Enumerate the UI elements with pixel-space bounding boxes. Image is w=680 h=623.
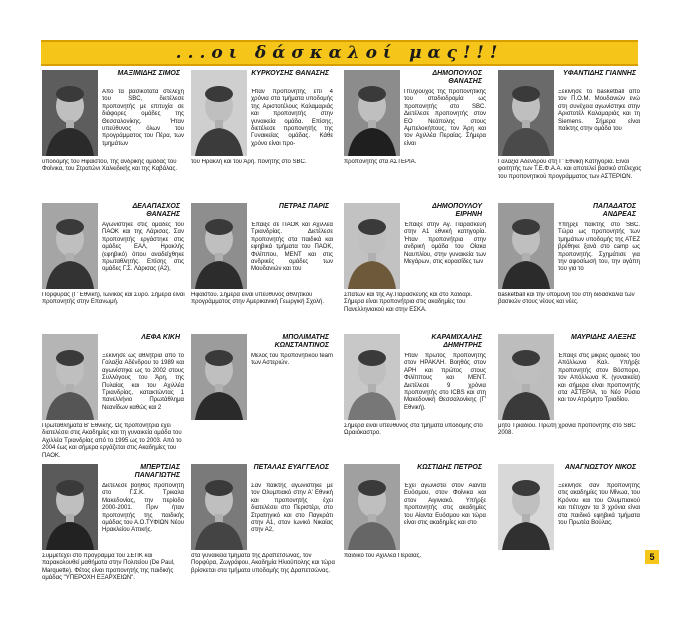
- coach-card: [191, 334, 341, 474]
- coach-name: ΚΩΣΤΙΔΗΣ ΠΕΤΡΟΣ: [417, 464, 482, 471]
- coach-bio-continued: Ηφαίστου. Σήμερα είναι υπεύθυνος αθλητικού προγράμματος στην Αμερικανική Γεωργική Σχολή.: [191, 292, 325, 306]
- coach-bio-continued: μητο Τριαδίου. Πρώτη χρονιά προπονητής στο SBC 2008.: [498, 423, 636, 437]
- coach-name: ΛΕΦΑ ΚΙΚΗ: [141, 334, 180, 341]
- coach-bio: Από τα βασικότατα στελέχη του SBC, διετέλεσε προπονητής με επιτυχία σε διάφορες ομάδες της Θεσσαλονίκης. Ήταν υπεύθυνος όλων του προγράμματος του Πέρα, των τμημάτων: [102, 89, 184, 147]
- coach-bio: Σαν παίκτης αγωνίστηκε με τον Ολυμπιακό στην Α' Εθνική και προπονητής έχει διατελέσει στο Περιστέρι, στο Στρατηγικό και στο Παγκράτι στην Α1, στον Ιωνικό Νικαίας στην Α2,: [251, 483, 333, 534]
- coach-bio-continued: υποδομής του Ηφαίστου, της ανδρικής ομάδας του Φοίνικα, του Στρατώνι Χαλκιδικής και της Καβάλας.: [42, 159, 178, 173]
- coach-bio: Έπαιξε σε ΠΑΟΚ και Αχιλλέα Τριανδρίας. Διετέλεσε προπονητής στα παιδικά και εφηβικά τμήματα του ΠΑΟΚ, Φιλίππου, ΜΕΝΤ και στις ανδρικές ομάδες των Μουδανιών και του: [251, 222, 333, 273]
- coach-photo: [191, 464, 247, 550]
- coach-bio: Αγωνίστηκε στις ομάδες του ΠΑΟΚ και της Λάρισας. Σαν προπονητής εργάστηκε στις ομάδες ΕΑΛ, Ηρακλής (εφηβικό) όπου αναδείχθηκε πρωταθλητής. Επίσης στις ομάδες Γ.Σ. Λάρισας (Α2),: [102, 222, 184, 273]
- coach-bio: Ήταν προπονητής επί 4 χρόνια στα τμήματα υποδομής της Αριστοτέλους Καλαμαριάς και προπονητής στην γυναικεία ομάδα. Επίσης, διετέλεσε προπονητής της Γυναικείας ομάδας. Κάθε χρόνο είναι προ-: [251, 89, 333, 147]
- coach-photo: [344, 70, 400, 156]
- coach-bio-continued: [498, 553, 644, 603]
- coach-bio-continued: Σήμερα είναι υπεύθυνος στα τμήματα υποδομής στο Ωραιόκαστρο.: [344, 423, 483, 437]
- coach-bio: Έχει αγωνιστεί στον Αίαντα Ευόσμου, στον Φοίνικα και στον Αιγινιακό. Υπήρξε προπονητής στις ακαδημίες του Αίαντα Ευόσμου και τώρα είναι στις ακαδημίες και στο: [404, 483, 486, 527]
- coach-card: [498, 70, 648, 210]
- coach-bio-continued: στα γυναικεία τμήματα της Δραπετσώνας, τον Πορφύρα, Ζωγράφου, Ακαδημία Ηλιούπολης και τώρα βρίσκεται στα τμήματα υποδομής της Δραπετσώνας.: [191, 553, 335, 574]
- coach-name: ΜΠΕΡΤΣΙΑΣ ΠΑΝΑΓΙΩΤΗΣ: [134, 464, 180, 479]
- coach-photo: [498, 70, 554, 156]
- coach-bio-continued: basketball και την υπομονή του στη διδασκαλία των βασικών στους νέους και νέες.: [498, 292, 635, 306]
- coach-card: [344, 70, 494, 210]
- coach-photo: [344, 464, 400, 550]
- page-title: ...οι δάσκαλοί μας!!!: [175, 43, 504, 63]
- coach-photo: [344, 203, 400, 289]
- coach-card: [344, 464, 494, 604]
- coach-name: ΜΑΞΙΜΙΔΗΣ ΣΙΜΟΣ: [117, 70, 180, 77]
- coach-bio: Πτυχιούχος της προπονητικής του σταδιοδρομία ως προπονητής στο SBC. Διετέλεσε προπονητής στον ΕΟ Νεάπολης στους Αμπελοκήπους, τον Άρη και τον Αχιλλέα Περαίας. Σήμερα είναι: [404, 89, 486, 147]
- coach-card: [498, 334, 648, 474]
- coach-name: ΑΝΑΓΝΩΣΤΟΥ ΝΙΚΟΣ: [564, 464, 636, 471]
- coach-name: ΜΑΥΡΙΔΗΣ ΑΛΕΞΗΣ: [570, 334, 636, 341]
- coach-bio-continued: Πρωταθλήματα Β' Εθνικής. Ως προπονήτρια έχει διατελέσει στις Ακαδημίες και τη γυναικεία ομάδα του Αχιλλέα Τριανδρίας από το 1995 ως το 2003. Από το 2004 έως και σήμερα εργάζεται στις Ακαδημίες του ΠΑΟΚ.: [42, 423, 182, 459]
- coach-card: [498, 203, 648, 343]
- coach-card: [191, 203, 341, 343]
- coach-photo: [191, 203, 247, 289]
- coach-photo: [191, 70, 247, 156]
- coach-bio-continued: του Ηρακλή και του Άρη. πονητής στο SBC.: [191, 159, 307, 165]
- coach-card: [191, 464, 341, 604]
- coach-bio-continued: Σπάτων και της Αγ.Παρασκευής και στο Χαϊδάρι. Σήμερα είναι προπονήτρια στις ακαδημίες του Πανελληνιακού και στην ΕΣΚΑ.: [344, 292, 473, 313]
- coach-photo: [42, 70, 98, 156]
- coach-name: ΥΦΑΝΤΙΔΗΣ ΓΙΑΝΝΗΣ: [563, 70, 636, 77]
- coach-photo: [498, 334, 554, 420]
- coach-bio-continued: προπονητής στα ΑΣΤΕΡΙΑ.: [344, 159, 417, 165]
- coach-photo: [344, 334, 400, 420]
- page-title-banner: [41, 40, 638, 66]
- coach-name: ΠΕΤΑΛΑΣ ΕΥΑΓΓΕΛΟΣ: [253, 464, 329, 471]
- coach-card: [42, 203, 192, 343]
- coach-name: ΚΥΡΚΟΥΣΗΣ ΘΑΝΑΣΗΣ: [251, 70, 329, 77]
- coach-bio: Υπήρξε παίκτης στο SBC. Τώρα ως προπονητής των τμημάτων υποδομής της ΑΤΕΖ βρέθηκε ξανά στο camp ως προπονητής. Σχημάτισε για την αφοσίωσή του, την αγάπη του για το: [558, 222, 640, 273]
- coach-bio: Μέλος του προπονητικού team των Αστεριών.: [251, 353, 333, 367]
- coach-photo: [42, 464, 98, 550]
- coach-card: [42, 464, 192, 604]
- coach-photo: [498, 464, 554, 550]
- coach-bio-continued: Συμμετέχει στο πρόγραμμα του ΣΕΠΚ και παρακολουθεί μαθήματα στην Πολιτείου (De Paul, Marquette). Φέτος είναι προπονητής της παιδικής ομάδας "ΥΠΕΡΟΧΗ ΕΞΑΡΧΕΙΩΝ".: [42, 553, 175, 582]
- coach-bio: Ξεκίνησε σαν προπονητής στις ακαδημίες του Μίνωα, του Κρόνου και του Ολυμπιακού και πέτυχαν τα 3 χρόνια είναι στα παιδικό εφηβικά τμήματα του Πρωτέα Βούλας.: [558, 483, 640, 527]
- coach-name: ΔΗΜΟΠΟΥΛΟΣ ΘΑΝΑΣΗΣ: [432, 70, 482, 85]
- coach-bio: Έπαιξε στις μικρές ομάδες του Απόλλωνα Καλ. Υπήρξε προπονητής στον Βόσπορο, τον Απόλλωνα Κ. (γυναικεία) και σήμερα είναι προπονητής στα ΑΣΤΕΡΙΑ, το Νέο Ρύσιο και τον Ατρόμητο Τριαδίου.: [558, 353, 640, 404]
- coach-bio-continued: Πορφύρας (Γ' Εθνική), Ιωνικός και Σύρο. Σήμερα είναι προπονητής στην Επανωμή.: [42, 292, 185, 306]
- coach-bio: Ήταν πρώτος προπονητής στον ΗΡΑΚΛΗ. Βοηθός στον ΑΡΗ και πρώτος στους Φιλίππους και ΜΕΝΤ. Διετέλεσε 9 χρόνια προπονητής στο ICBS και στη Μακεδονική Θεσσαλονίκης (Γ' Εθνική).: [404, 353, 486, 411]
- coach-photo: [42, 203, 98, 289]
- coach-bio: Έπαιξε στην Αγ. Παρασκευή στην Α1 εθνική κατηγορία. Ήταν προπονήτρια στην ανδρική ομάδα του Οίακα Ναυπλίου, στην γυναικεία των Μεγάρων, στις κορασίδες των: [404, 222, 486, 266]
- coach-card: [191, 70, 341, 210]
- coach-name: ΔΗΜΟΠΟΥΛΟΥ ΕΙΡΗΝΗ: [432, 203, 482, 218]
- coach-card: [344, 334, 494, 474]
- coach-photo: [42, 334, 98, 420]
- coach-name: ΠΑΠΑΔΑΤΟΣ ΑΝΔΡΕΑΣ: [593, 203, 636, 218]
- coach-bio: Ξεκίνησε το basketball από τον Π.Ο.Μ. Μουδανιών ενώ στη συνέχεια αγωνίστηκε στην Αριστοτέλ Καλαμαριάς και τη Siemens. Σήμερα είναι παίκτης στην ομάδα του: [558, 89, 640, 133]
- coach-card: [344, 203, 494, 343]
- coach-card: [42, 334, 192, 474]
- coach-name: ΜΠΟΛΙΜΑΤΗΣ ΚΩΝΣΤΑΝΤΙΝΟΣ: [274, 334, 329, 349]
- coach-photo: [191, 334, 247, 420]
- coach-card: [42, 70, 192, 210]
- coach-photo: [498, 203, 554, 289]
- coach-name: ΔΕΛΑΠΑΣΧΟΣ ΘΑΝΑΣΗΣ: [132, 203, 180, 218]
- coach-bio: Διετέλεσε βοηθός προπονητή στο Γ.Σ.Κ. Τρικαλα Μακεδονίας, την περίοδο 2000-2001. Πριν ήταν προπονητής της παιδικής ομάδας του Α.Ο.ΤΥΦΙΩΝ Νέου Ηρακλείου Αττικής.: [102, 483, 184, 534]
- coach-name: ΚΑΡΑΜΙΧΑΛΗΣ ΔΗΜΗΤΡΗΣ: [431, 334, 482, 349]
- coach-bio-continued: Γαλαξία Αδένδρου στη Γ' Εθνική Κατηγορία. Είναι φοιτητής των Τ.Ε.Φ.Α.Α. και αποτελεί βασικό στέλεχος του προπονητικού προγράμματος των ΑΣΤΕΡΙΩΝ.: [498, 159, 642, 180]
- coach-card: [498, 464, 648, 604]
- coach-name: ΠΕΤΡΑΣ ΠΑΡΙΣ: [278, 203, 329, 210]
- page-number: 5: [645, 550, 659, 564]
- coach-bio-continued: παιδικό του Αχιλλέα Περαίας.: [344, 553, 422, 559]
- coach-bio: Ξεκίνησε ως αθλήτρια από το Γαλαξία Αδένδρου το 1989 και αγωνίστηκε ως το 2002 στους Συλλόγους του Άρη, της Πυλαίας και του Αχιλλέα Τριανδρίας, κατακτώντας 1 πανελλήνιο Πρωτάθλημα Νεανίδων καθώς και 2: [102, 353, 184, 411]
